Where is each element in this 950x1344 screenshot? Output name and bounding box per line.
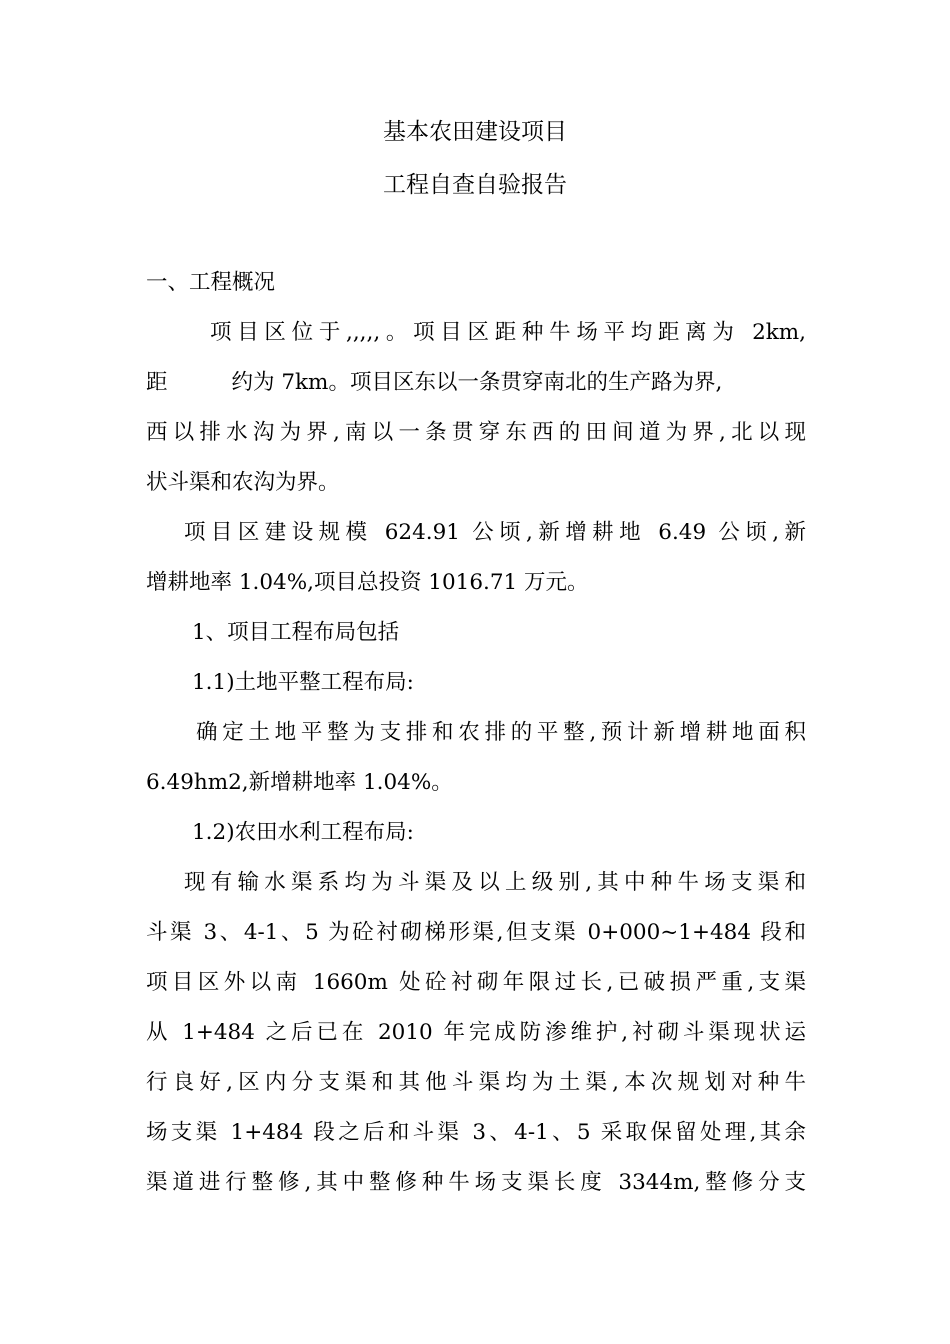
paragraph-location-line-4: 状斗渠和农沟为界。 <box>146 470 340 495</box>
paragraph-irrigation-line-5: 行良好,区内分支渠和其他斗渠均为土渠,本次规划对种牛 <box>146 1070 806 1095</box>
paragraph-irrigation-line-2: 斗渠 3、4-1、5 为砼衬砌梯形渠,但支渠 0+000~1+484 段和 <box>146 920 806 945</box>
paragraph-irrigation-line-4: 从 1+484 之后已在 2010 年完成防渗维护,衬砌斗渠现状运 <box>146 1020 806 1045</box>
paragraph-location-line-3: 西以排水沟为界,南以一条贯穿东西的田间道为界,北以现 <box>146 420 806 445</box>
paragraph-irrigation-line-6: 场支渠 1+484 段之后和斗渠 3、4-1、5 采取保留处理,其余 <box>146 1120 806 1145</box>
paragraph-scale-line-1: 项目区建设规模 624.91 公顷,新增耕地 6.49 公顷,新 <box>184 520 806 545</box>
paragraph-irrigation-line-7: 渠道进行整修,其中整修种牛场支渠长度 3344m,整修分支 <box>146 1170 806 1195</box>
paragraph-location-line-2-start: 距 <box>146 370 168 395</box>
paragraph-irrigation-line-1: 现有输水渠系均为斗渠及以上级别,其中种牛场支渠和 <box>184 870 806 895</box>
subheading-layout: 1、项目工程布局包括 <box>192 620 400 645</box>
section-heading-overview: 一、工程概况 <box>146 270 276 295</box>
paragraph-location-line-2 <box>146 368 806 398</box>
subheading-irrigation: 1.2)农田水利工程布局: <box>192 820 414 845</box>
paragraph-scale-line-2: 增耕地率 1.04%,项目总投资 1016.71 万元。 <box>146 570 589 595</box>
paragraph-land-leveling-line-1: 确定土地平整为支排和农排的平整,预计新增耕地面积 <box>196 720 806 745</box>
paragraph-location-line-1: 项目区位于,,,,,。项目区距种牛场平均距离为 2km, <box>210 320 806 345</box>
paragraph-irrigation-line-3: 项目区外以南 1660m 处砼衬砌年限过长,已破损严重,支渠 <box>146 970 806 995</box>
subheading-land-leveling: 1.1)土地平整工程布局: <box>192 670 414 695</box>
document-title-line-1: 基本农田建设项目 <box>383 119 567 145</box>
paragraph-land-leveling-line-2: 6.49hm2,新增耕地率 1.04%。 <box>146 770 453 795</box>
paragraph-location-line-2-rest: 约为 7km。项目区东以一条贯穿南北的生产路为界, <box>231 370 723 395</box>
document-title-line-2: 工程自查自验报告 <box>383 172 567 198</box>
